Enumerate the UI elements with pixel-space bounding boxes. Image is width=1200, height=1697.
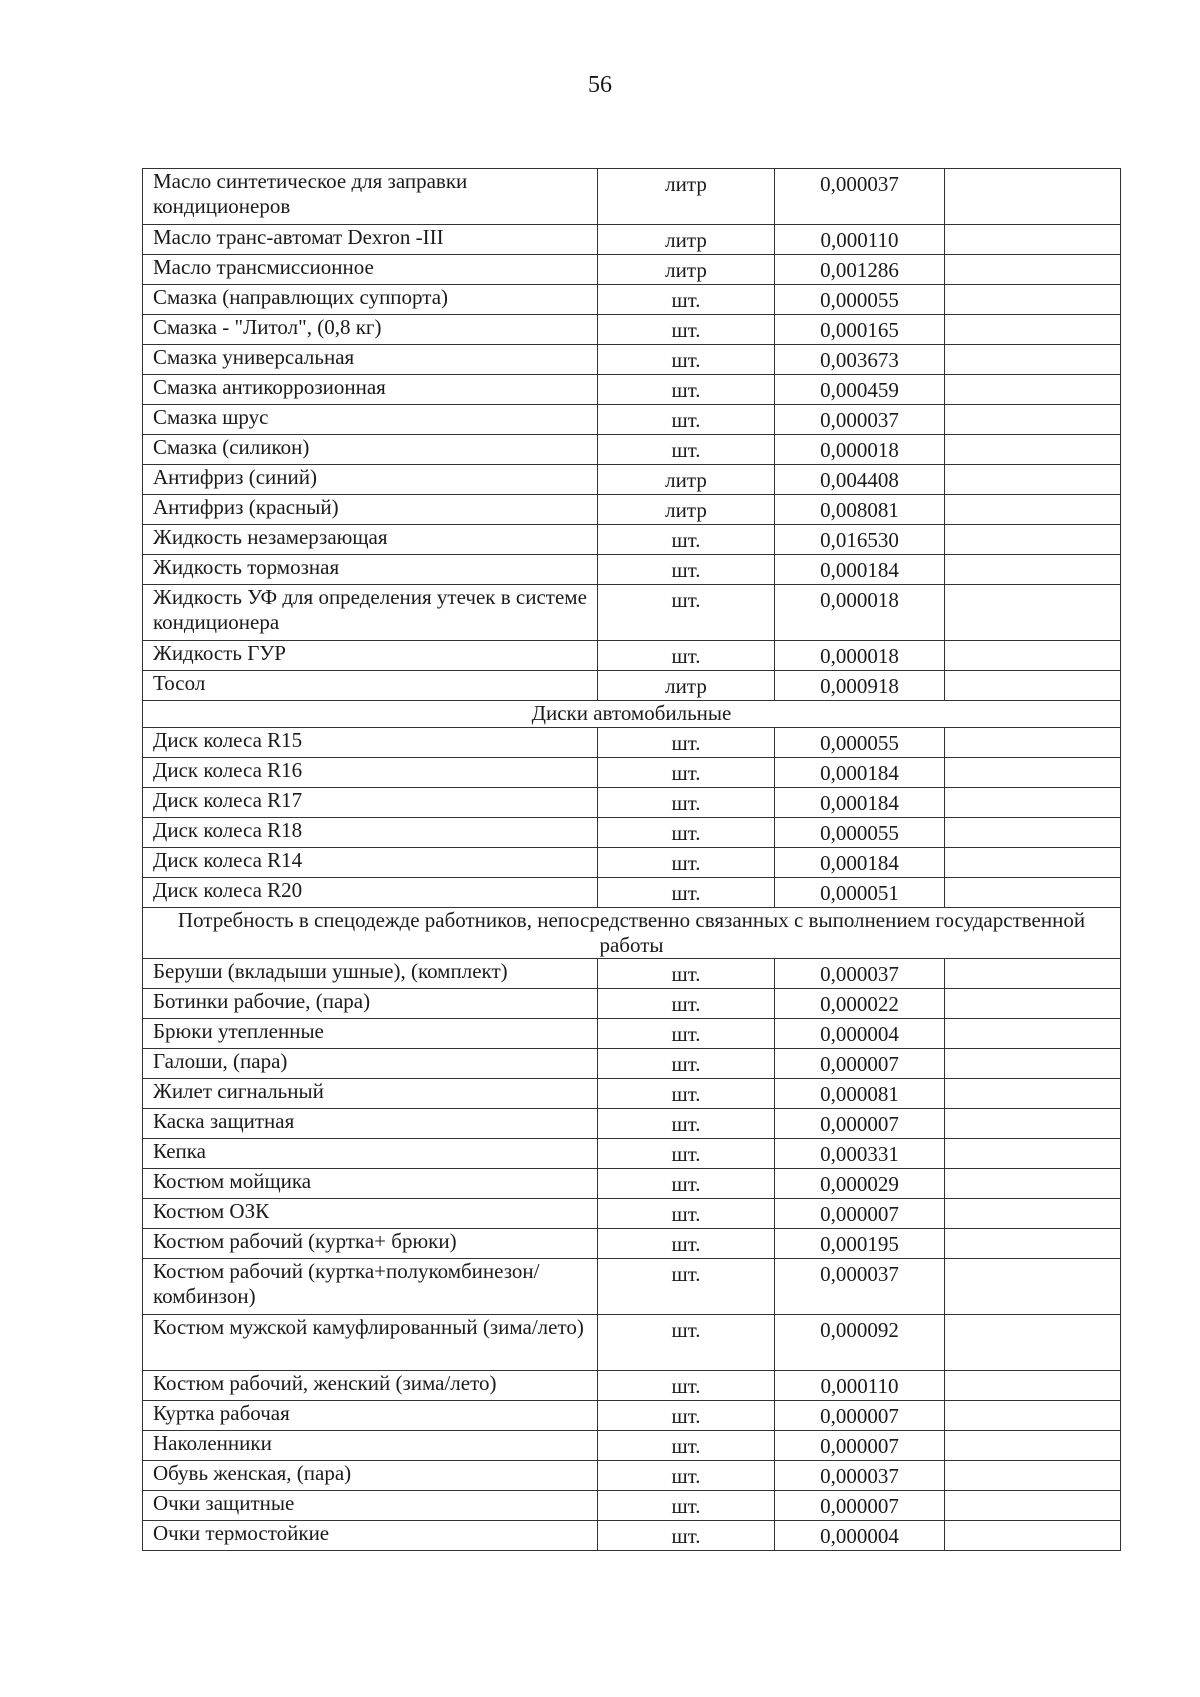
item-unit: шт. <box>598 1401 775 1431</box>
table-row <box>143 989 1121 1019</box>
item-unit: литр <box>598 225 775 255</box>
item-unit: шт. <box>598 1019 775 1049</box>
item-name: Костюм мойщика <box>143 1169 598 1199</box>
item-name: Жидкость ГУР <box>143 641 598 671</box>
item-unit: шт. <box>598 959 775 989</box>
empty-cell <box>945 1049 1121 1079</box>
table-row <box>143 435 1121 465</box>
table-row <box>143 465 1121 495</box>
item-unit: шт. <box>598 1139 775 1169</box>
item-quantity: 0,000029 <box>775 1169 945 1199</box>
item-unit: шт. <box>598 285 775 315</box>
empty-cell <box>945 169 1121 225</box>
item-unit: шт. <box>598 818 775 848</box>
empty-cell <box>945 1491 1121 1521</box>
table-row <box>143 1431 1121 1461</box>
table-row <box>143 671 1121 701</box>
item-name: Масло синтетическое для заправки кондиционеров <box>143 169 598 225</box>
item-name: Диск колеса R14 <box>143 848 598 878</box>
empty-cell <box>945 285 1121 315</box>
table-row <box>143 1079 1121 1109</box>
item-name: Жидкость УФ для определения утечек в системе кондиционера <box>143 585 598 641</box>
item-quantity: 0,000055 <box>775 285 945 315</box>
item-name: Костюм мужской камуфлированный (зима/лето) <box>143 1315 598 1371</box>
item-quantity: 0,000184 <box>775 848 945 878</box>
empty-cell <box>945 959 1121 989</box>
table-row <box>143 1259 1121 1315</box>
table-row <box>143 1019 1121 1049</box>
empty-cell <box>945 1019 1121 1049</box>
item-name: Жидкость незамерзающая <box>143 525 598 555</box>
item-unit: шт. <box>598 989 775 1019</box>
empty-cell <box>945 1315 1121 1371</box>
item-unit: литр <box>598 255 775 285</box>
table-row <box>143 225 1121 255</box>
item-name: Костюм ОЗК <box>143 1199 598 1229</box>
item-unit: шт. <box>598 1315 775 1371</box>
item-quantity: 0,000459 <box>775 375 945 405</box>
table-row <box>143 1229 1121 1259</box>
item-unit: шт. <box>598 1229 775 1259</box>
table-row <box>143 525 1121 555</box>
item-name: Очки термостойкие <box>143 1521 598 1551</box>
empty-cell <box>945 671 1121 701</box>
item-quantity: 0,000331 <box>775 1139 945 1169</box>
empty-cell <box>945 1521 1121 1551</box>
empty-cell <box>945 989 1121 1019</box>
empty-cell <box>945 1431 1121 1461</box>
item-unit: шт. <box>598 1259 775 1315</box>
item-unit: литр <box>598 465 775 495</box>
empty-cell <box>945 225 1121 255</box>
item-quantity: 0,000055 <box>775 818 945 848</box>
page-number: 56 <box>588 72 612 98</box>
item-name: Тосол <box>143 671 598 701</box>
empty-cell <box>945 818 1121 848</box>
item-quantity: 0,000007 <box>775 1199 945 1229</box>
item-quantity: 0,000007 <box>775 1431 945 1461</box>
item-name: Жилет сигнальный <box>143 1079 598 1109</box>
table-row <box>143 1521 1121 1551</box>
table-row <box>143 959 1121 989</box>
item-quantity: 0,000165 <box>775 315 945 345</box>
table-row <box>143 405 1121 435</box>
consumables-table <box>142 168 1121 1551</box>
item-quantity: 0,000110 <box>775 1371 945 1401</box>
item-name: Диск колеса R17 <box>143 788 598 818</box>
item-quantity: 0,000184 <box>775 758 945 788</box>
item-name: Масло транс-автомат Dexron -III <box>143 225 598 255</box>
empty-cell <box>945 375 1121 405</box>
item-quantity: 0,000018 <box>775 641 945 671</box>
empty-cell <box>945 435 1121 465</box>
item-unit: шт. <box>598 728 775 758</box>
item-unit: шт. <box>598 641 775 671</box>
table-row <box>143 585 1121 641</box>
item-quantity: 0,000007 <box>775 1491 945 1521</box>
table-row <box>143 848 1121 878</box>
item-quantity: 0,000007 <box>775 1401 945 1431</box>
empty-cell <box>945 728 1121 758</box>
empty-cell <box>945 1079 1121 1109</box>
item-name: Наколенники <box>143 1431 598 1461</box>
item-unit: шт. <box>598 585 775 641</box>
table-row <box>143 1371 1121 1401</box>
item-quantity: 0,000007 <box>775 1049 945 1079</box>
empty-cell <box>945 1401 1121 1431</box>
item-name: Куртка рабочая <box>143 1401 598 1431</box>
item-unit: шт. <box>598 1109 775 1139</box>
item-name: Очки защитные <box>143 1491 598 1521</box>
item-unit: шт. <box>598 1521 775 1551</box>
item-quantity: 0,000022 <box>775 989 945 1019</box>
section-title-workwear: Потребность в спецодежде работников, непосредственно связанных с выполнением государственной работы <box>143 908 1121 959</box>
item-name: Смазка универсальная <box>143 345 598 375</box>
item-unit: шт. <box>598 315 775 345</box>
empty-cell <box>945 255 1121 285</box>
empty-cell <box>945 788 1121 818</box>
empty-cell <box>945 585 1121 641</box>
empty-cell <box>945 465 1121 495</box>
item-unit: литр <box>598 671 775 701</box>
item-quantity: 0,000184 <box>775 555 945 585</box>
empty-cell <box>945 1229 1121 1259</box>
item-quantity: 0,000018 <box>775 585 945 641</box>
table-row <box>143 169 1121 225</box>
item-name: Жидкость тормозная <box>143 555 598 585</box>
item-quantity: 0,000092 <box>775 1315 945 1371</box>
table-row <box>143 1109 1121 1139</box>
table-row <box>143 285 1121 315</box>
item-name: Антифриз (красный) <box>143 495 598 525</box>
empty-cell <box>945 878 1121 908</box>
table-row <box>143 1169 1121 1199</box>
item-name: Диск колеса R16 <box>143 758 598 788</box>
item-quantity: 0,000055 <box>775 728 945 758</box>
item-name: Костюм рабочий (куртка+полукомбинезон/комбинзон) <box>143 1259 598 1315</box>
item-unit: шт. <box>598 525 775 555</box>
item-unit: шт. <box>598 345 775 375</box>
empty-cell <box>945 345 1121 375</box>
item-quantity: 0,008081 <box>775 495 945 525</box>
item-name: Брюки утепленные <box>143 1019 598 1049</box>
item-quantity: 0,000051 <box>775 878 945 908</box>
empty-cell <box>945 641 1121 671</box>
item-name: Диск колеса R15 <box>143 728 598 758</box>
empty-cell <box>945 758 1121 788</box>
table-row <box>143 555 1121 585</box>
table-row <box>143 495 1121 525</box>
item-name: Обувь женская, (пара) <box>143 1461 598 1491</box>
item-name: Галоши, (пара) <box>143 1049 598 1079</box>
empty-cell <box>945 1461 1121 1491</box>
item-name: Кепка <box>143 1139 598 1169</box>
item-unit: шт. <box>598 788 775 818</box>
item-unit: шт. <box>598 375 775 405</box>
item-quantity: 0,000007 <box>775 1109 945 1139</box>
table-row <box>143 758 1121 788</box>
item-quantity: 0,000037 <box>775 1461 945 1491</box>
empty-cell <box>945 1139 1121 1169</box>
table-row <box>143 315 1121 345</box>
item-name: Антифриз (синий) <box>143 465 598 495</box>
item-unit: шт. <box>598 1049 775 1079</box>
empty-cell <box>945 555 1121 585</box>
item-unit: шт. <box>598 405 775 435</box>
item-quantity: 0,000037 <box>775 1259 945 1315</box>
item-unit: шт. <box>598 1079 775 1109</box>
section-row <box>143 701 1121 728</box>
table-row <box>143 1315 1121 1371</box>
item-unit: шт. <box>598 878 775 908</box>
empty-cell <box>945 315 1121 345</box>
item-name: Диск колеса R20 <box>143 878 598 908</box>
item-unit: литр <box>598 495 775 525</box>
section-title-discs: Диски автомобильные <box>143 701 1121 728</box>
table-row <box>143 641 1121 671</box>
item-quantity: 0,000004 <box>775 1521 945 1551</box>
item-name: Каска защитная <box>143 1109 598 1139</box>
item-quantity: 0,000081 <box>775 1079 945 1109</box>
item-name: Диск колеса R18 <box>143 818 598 848</box>
item-name: Костюм рабочий, женский (зима/лето) <box>143 1371 598 1401</box>
item-quantity: 0,016530 <box>775 525 945 555</box>
item-quantity: 0,000184 <box>775 788 945 818</box>
item-quantity: 0,001286 <box>775 255 945 285</box>
table-row <box>143 345 1121 375</box>
table-row <box>143 375 1121 405</box>
table-row <box>143 1491 1121 1521</box>
item-unit: шт. <box>598 1431 775 1461</box>
table-row <box>143 1139 1121 1169</box>
item-quantity: 0,000004 <box>775 1019 945 1049</box>
item-unit: шт. <box>598 435 775 465</box>
table-row <box>143 788 1121 818</box>
item-unit: шт. <box>598 1371 775 1401</box>
item-name: Смазка антикоррозионная <box>143 375 598 405</box>
table-row <box>143 1199 1121 1229</box>
empty-cell <box>945 495 1121 525</box>
item-quantity: 0,000037 <box>775 405 945 435</box>
item-quantity: 0,000037 <box>775 169 945 225</box>
item-unit: литр <box>598 169 775 225</box>
item-quantity: 0,003673 <box>775 345 945 375</box>
item-quantity: 0,004408 <box>775 465 945 495</box>
item-name: Смазка - "Литол", (0,8 кг) <box>143 315 598 345</box>
table-row <box>143 1049 1121 1079</box>
item-unit: шт. <box>598 1199 775 1229</box>
item-name: Масло трансмиссионное <box>143 255 598 285</box>
item-unit: шт. <box>598 848 775 878</box>
item-name: Смазка (силикон) <box>143 435 598 465</box>
section-row <box>143 908 1121 959</box>
item-quantity: 0,000037 <box>775 959 945 989</box>
table-row <box>143 1461 1121 1491</box>
empty-cell <box>945 1169 1121 1199</box>
table-row <box>143 255 1121 285</box>
item-name: Ботинки рабочие, (пара) <box>143 989 598 1019</box>
empty-cell <box>945 525 1121 555</box>
table-row <box>143 878 1121 908</box>
item-unit: шт. <box>598 1461 775 1491</box>
item-quantity: 0,000195 <box>775 1229 945 1259</box>
item-name: Беруши (вкладыши ушные), (комплект) <box>143 959 598 989</box>
item-quantity: 0,000110 <box>775 225 945 255</box>
item-unit: шт. <box>598 555 775 585</box>
empty-cell <box>945 1199 1121 1229</box>
item-name: Смазка (направлющих суппорта) <box>143 285 598 315</box>
table-row <box>143 1401 1121 1431</box>
empty-cell <box>945 1109 1121 1139</box>
empty-cell <box>945 848 1121 878</box>
empty-cell <box>945 1259 1121 1315</box>
item-unit: шт. <box>598 758 775 788</box>
table-row <box>143 728 1121 758</box>
table-row <box>143 818 1121 848</box>
item-unit: шт. <box>598 1169 775 1199</box>
item-quantity: 0,000018 <box>775 435 945 465</box>
item-name: Костюм рабочий (куртка+ брюки) <box>143 1229 598 1259</box>
item-name: Смазка шрус <box>143 405 598 435</box>
empty-cell <box>945 1371 1121 1401</box>
item-unit: шт. <box>598 1491 775 1521</box>
item-quantity: 0,000918 <box>775 671 945 701</box>
empty-cell <box>945 405 1121 435</box>
